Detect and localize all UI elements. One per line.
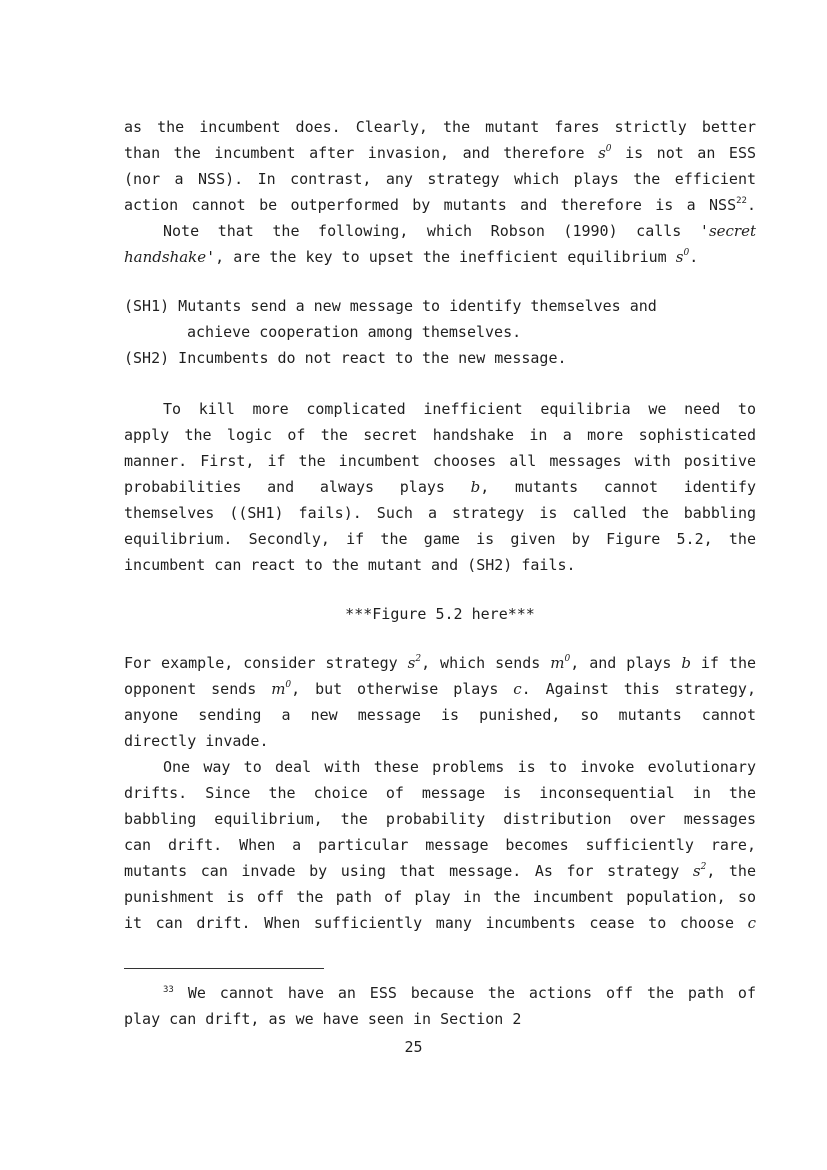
body-line: babbling equilibrium, the probability distribution over messages: [124, 810, 756, 828]
body-line: Note that the following, which Robson (1990) calls 'secret: [163, 222, 756, 240]
body-line: punishment is off the path of play in the incumbent population, so: [124, 888, 756, 906]
body-line: action cannot be outperformed by mutants and therefore is a NSS$^{22}$.: [124, 196, 756, 214]
body-line: One way to deal with these problems is to invoke evolutionary: [163, 758, 756, 776]
body-line: probabilities and always plays b, mutants cannot identify: [124, 478, 756, 496]
footnote-rule: [124, 968, 324, 969]
body-line: incumbent can react to the mutant and (SH2) fails.: [124, 556, 576, 574]
body-line: as the incumbent does. Clearly, the mutant fares strictly better: [124, 118, 756, 136]
page-number: 25: [404, 1038, 423, 1056]
footnote-line: play can drift, as we have seen in Section 2: [124, 1010, 522, 1028]
body-line: mutants can invade by using that message. As for strategy $s^2$, the: [124, 862, 756, 880]
body-line: it can drift. When sufficiently many incumbents cease to choose c: [124, 914, 756, 932]
body-line: For example, consider strategy $s^2$, which sends $m^0$, and plays b if the: [124, 654, 756, 672]
list-item-sh1-continuation: achieve cooperation among themselves.: [187, 323, 522, 341]
body-line: anyone sending a new message is punished, so mutants cannot: [124, 706, 756, 724]
body-line: can drift. When a particular message becomes sufficiently rare,: [124, 836, 756, 854]
list-item-sh1: (SH1) Mutants send a new message to identify themselves and: [124, 297, 657, 315]
body-line: opponent sends $m^0$, but otherwise plays c. Against this strategy,: [124, 680, 756, 698]
list-item-sh2: (SH2) Incumbents do not react to the new message.: [124, 349, 567, 367]
body-line: handshake', are the key to upset the inefficient equilibrium $s^0$.: [124, 248, 699, 266]
body-line: equilibrium. Secondly, if the game is given by Figure 5.2, the: [124, 530, 756, 548]
body-line: directly invade.: [124, 732, 269, 750]
footnote-line: $^{33}$ We cannot have an ESS because the actions off the path of: [163, 984, 756, 1002]
body-line: apply the logic of the secret handshake in a more sophisticated: [124, 426, 756, 444]
figure-placeholder: ***Figure 5.2 here***: [345, 605, 535, 623]
body-line: (nor a NSS). In contrast, any strategy which plays the efficient: [124, 170, 756, 188]
footnote-mark: 33: [163, 985, 174, 995]
body-line: drifts. Since the choice of message is inconsequential in the: [124, 784, 756, 802]
body-line: than the incumbent after invasion, and therefore $s^0$ is not an ESS: [124, 144, 757, 162]
body-line: themselves ((SH1) fails). Such a strategy is called the babbling: [124, 504, 756, 522]
body-line: To kill more complicated inefficient equilibria we need to: [163, 400, 756, 418]
body-line: manner. First, if the incumbent chooses all messages with positive: [124, 452, 756, 470]
